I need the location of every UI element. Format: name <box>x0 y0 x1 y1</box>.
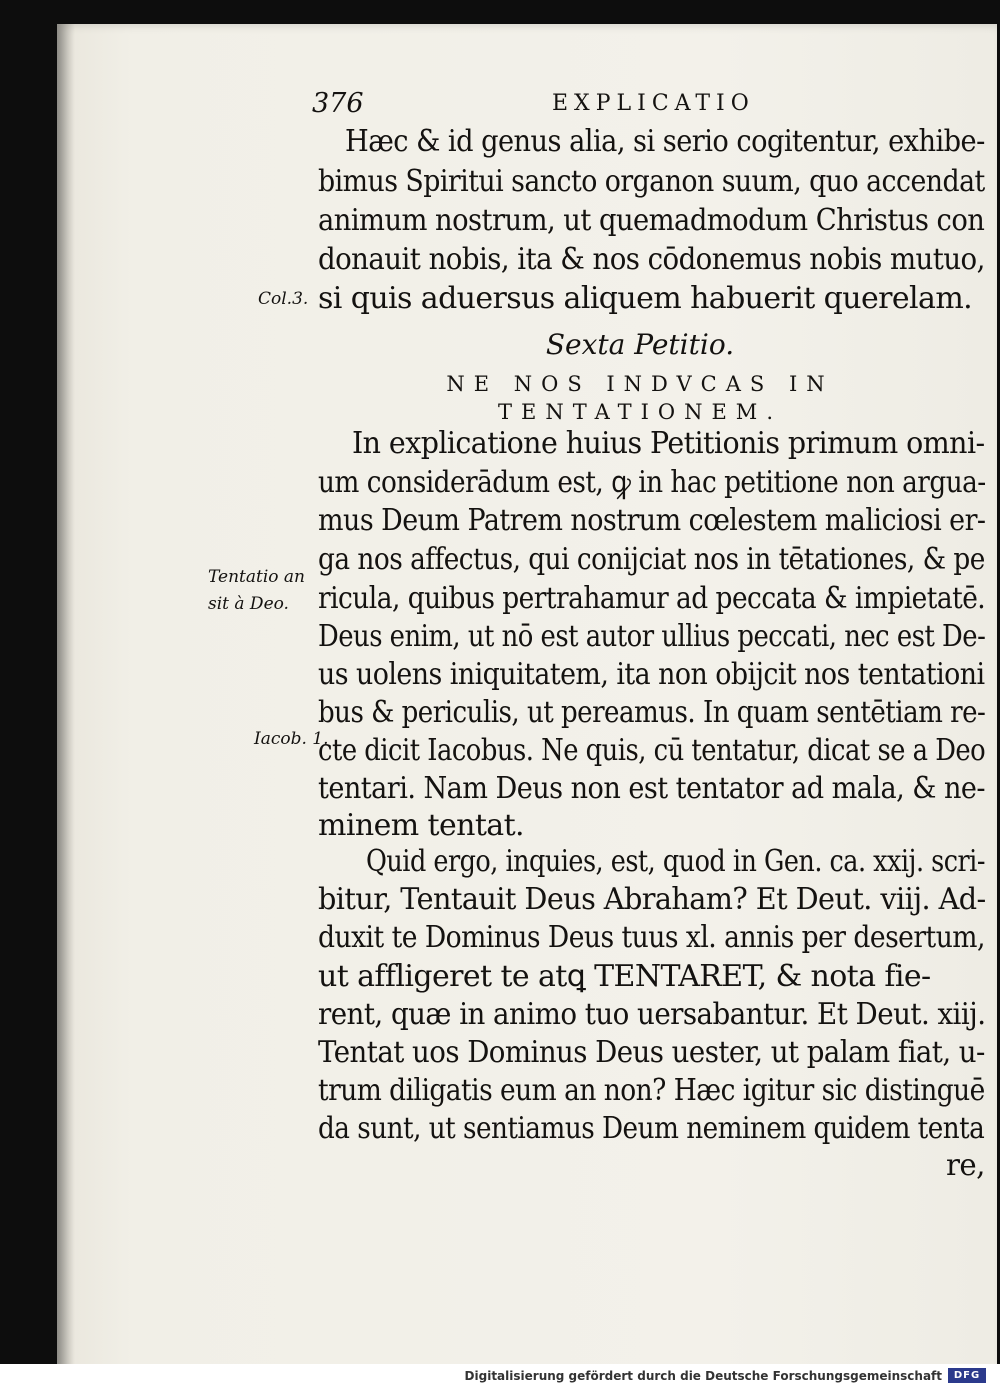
text-line: Hæc & id genus alia, si serio cogitentur, exhibe- <box>345 124 985 159</box>
funding-credit: Digitalisierung gefördert durch die Deutsche Forschungsgemeinschaft <box>464 1369 942 1383</box>
text-line: cte dicit Iacobus. Ne quis, cū tentatur, dicat se a Deo <box>318 733 986 768</box>
text-line: In explicatione huius Petitionis primum omni- <box>352 426 985 461</box>
text-line: si quis aduersus aliquem habuerit querelam. <box>318 281 973 316</box>
text-line: ricula, quibus pertrahamur ad peccata & impietatē. <box>318 581 986 616</box>
subheading-line: TENTATIONEM. <box>498 400 782 424</box>
text-line: Quid ergo, inquies, est, quod in Gen. ca. xxij. scri- <box>366 844 985 879</box>
text-line: Deus enim, ut nō est autor ullius peccati, nec est De- <box>318 619 986 654</box>
text-line: Tentat uos Dominus Deus uester, ut palam fiat, u- <box>318 1035 985 1070</box>
text-line: da sunt, ut sentiamus Deum neminem quidem tenta <box>318 1111 985 1146</box>
page-gutter-shadow <box>57 24 75 1376</box>
text-line: tentari. Nam Deus non est tentator ad mala, & ne- <box>318 771 986 806</box>
text-line: trum diligatis eum an non? Hæc igitur sic distinguē <box>318 1073 985 1108</box>
text-line: donauit nobis, ita & nos cōdonemus nobis mutuo, <box>318 242 985 277</box>
footer-bar <box>0 1364 1000 1388</box>
text-line: animum nostrum, ut quemadmodum Christus con <box>318 203 985 238</box>
text-line: us uolens iniquitatem, ita non obijcit nos tentationi <box>318 657 985 692</box>
margin-note: Col.3. <box>258 289 309 309</box>
page-number: 376 <box>312 88 364 119</box>
text-line: minem tentat. <box>318 808 524 843</box>
margin-note: Tentatio an <box>208 567 305 587</box>
text-line: mus Deum Patrem nostrum cœlestem maliciosi er- <box>318 503 986 538</box>
text-line: rent, quæ in animo tuo uersabantur. Et Deut. xiij. <box>318 997 986 1032</box>
dfg-logo: DFG <box>948 1368 986 1383</box>
text-line: bitur, Tentauit Deus Abraham? Et Deut. viij. Ad- <box>318 882 986 917</box>
margin-note: sit à Deo. <box>208 594 289 614</box>
text-line: bus & periculis, ut pereamus. In quam sentētiam re- <box>318 695 986 730</box>
margin-note: Iacob. 1. <box>254 729 329 749</box>
catchword: re, <box>946 1148 985 1183</box>
text-line: ut affligeret te atꝗ TENTARET, & nota fie- <box>318 959 931 994</box>
text-line: ga nos affectus, qui conijciat nos in tētationes, & pe <box>318 542 985 577</box>
text-line: um considerādum est, ꝙ in hac petitione non argua- <box>318 465 986 500</box>
running-title: EXPLICATIO <box>552 91 755 116</box>
text-line: duxit te Dominus Deus tuus xl. annis per desertum, <box>318 920 985 955</box>
petition-title: Sexta Petitio. <box>545 328 735 361</box>
text-line: bimus Spiritui sancto organon suum, quo accendat <box>318 164 985 199</box>
subheading-line: NE NOS INDVCAS IN <box>446 372 834 396</box>
